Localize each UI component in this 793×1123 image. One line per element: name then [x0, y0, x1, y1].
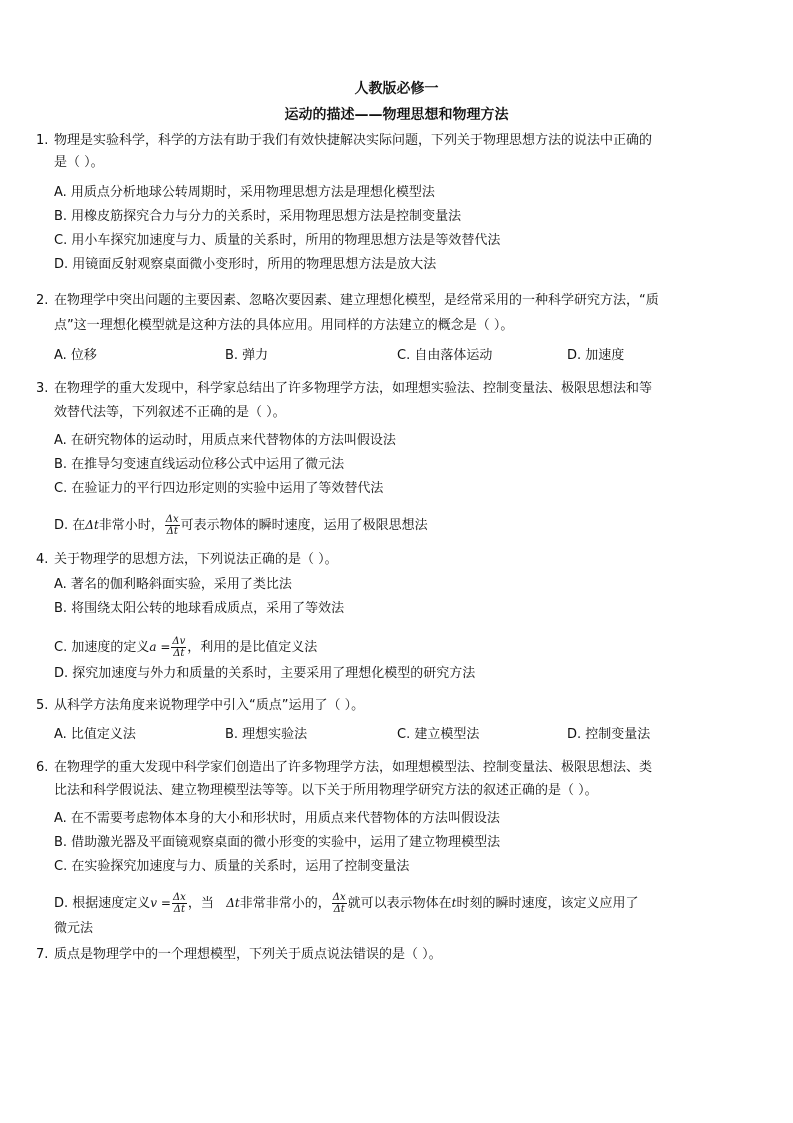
question-5-option-b: B. 理想实验法: [225, 727, 308, 742]
fraction-denominator: Δt: [333, 904, 345, 915]
fraction-numerator: Δx: [165, 514, 179, 525]
option-text: 就可以表示物体在: [347, 896, 452, 911]
question-5-option-d: D. 控制变量法: [567, 727, 651, 742]
question-text: 在物理学的重大发现中，科学家总结出了许多物理学方法，如理想实验法、控制变量法、极限思想法和等: [54, 381, 653, 396]
math-variable: v =: [150, 896, 171, 910]
question-number: 5.: [36, 698, 49, 713]
question-2-option-a: A. 位移: [54, 348, 97, 363]
math-variable: a =: [149, 640, 171, 654]
question-5-option-c: C. 建立模型法: [397, 727, 480, 742]
question-6-option-c: C. 在实验探究加速度与力、质量的关系时，运用了控制变量法: [54, 859, 410, 874]
question-number: 2.: [36, 293, 49, 308]
question-1-option-a: A. 用质点分析地球公转周期时，采用物理思想方法是理想化模型法: [54, 185, 435, 200]
question-2-stem-line-1: [36, 292, 659, 310]
document-subtitle: 运动的描述——物理思想和物理方法: [284, 107, 509, 123]
question-3-stem-line-2: 效替代法等，下列叙述不正确的是（ ）。: [54, 405, 286, 420]
question-text: 在物理学中突出问题的主要因素、忽略次要因素、建立理想化模型，是经常采用的一种科学研究方法，“质: [54, 293, 659, 308]
question-text: 质点是物理学中的一个理想模型，下列关于质点说法错误的是（ ）。: [54, 947, 442, 962]
question-number: 1.: [36, 133, 49, 148]
question-2-option-d: D. 加速度: [567, 348, 625, 363]
option-text: D. 在: [54, 518, 86, 533]
option-text: 可表示物体的瞬时速度，运用了极限思想法: [180, 518, 428, 533]
fraction-dx-dt: [332, 892, 347, 915]
question-number: 4.: [36, 552, 49, 567]
math-delta-t: Δt: [226, 896, 240, 910]
question-2-option-c: C. 自由落体运动: [397, 348, 493, 363]
question-4-option-a: A. 著名的伽利略斜面实验，采用了类比法: [54, 577, 292, 592]
question-1-option-c: C. 用小车探究加速度与力、质量的关系时，所用的物理思想方法是等效替代法: [54, 233, 501, 248]
question-1-stem-line-1: [36, 132, 652, 150]
fraction-dv-dt: [171, 636, 186, 659]
question-6-option-a: A. 在不需要考虑物体本身的大小和形状时，用质点来代替物体的方法叫假设法: [54, 811, 500, 826]
question-6-option-d: [54, 888, 638, 919]
question-6-stem-line-2: 比法和科学假说法、建立物理模型法等等。以下关于所用物理学研究方法的叙述正确的是（ ）。: [54, 783, 598, 798]
option-text: 非常非常小的，: [239, 896, 331, 911]
question-text: 物理是实验科学，科学的方法有助于我们有效快捷解决实际问题，下列关于物理思想方法的说法中正确的: [54, 133, 653, 148]
question-number: 3.: [36, 381, 49, 396]
option-text: ，利用的是比值定义法: [187, 640, 318, 655]
fraction-denominator: Δt: [173, 648, 185, 659]
fraction-denominator: Δt: [173, 904, 185, 915]
question-2-stem-line-2: 点”这一理想化模型就是这种方法的具体应用。用同样的方法建立的概念是（ ）。: [54, 318, 514, 333]
question-text: 在物理学的重大发现中科学家们创造出了许多物理学方法，如理想模型法、控制变量法、极限思想法、类: [54, 760, 653, 775]
question-6-option-b: B. 借助激光器及平面镜观察桌面的微小形变的实验中，运用了建立物理模型法: [54, 835, 501, 850]
question-text: 从科学方法角度来说物理学中引入“质点”运用了（ ）。: [54, 698, 365, 713]
question-5-option-a: A. 比值定义法: [54, 727, 136, 742]
question-1-stem-line-2: 是（ ）。: [54, 155, 104, 170]
option-text: 非常小时，: [98, 518, 164, 533]
math-variable-t: t: [451, 896, 457, 910]
option-text: D. 根据速度定义: [54, 896, 151, 911]
question-1-option-d: D. 用镜面反射观察桌面微小变形时，所用的物理思想方法是放大法: [54, 257, 437, 272]
question-7-stem-line-1: [36, 946, 442, 964]
question-3-option-d: [54, 510, 428, 541]
question-4-stem-line-1: [36, 551, 338, 569]
math-delta-t: Δt: [85, 518, 99, 532]
fraction-numerator: Δx: [332, 892, 346, 903]
question-2-option-b: B. 弹力: [225, 348, 269, 363]
option-text: C. 加速度的定义: [54, 640, 150, 655]
question-3-option-c: C. 在验证力的平行四边形定则的实验中运用了等效替代法: [54, 481, 384, 496]
document-title: 人教版必修一: [354, 81, 439, 97]
question-number: 6.: [36, 760, 49, 775]
question-text: 关于物理学的思想方法，下列说法正确的是（ ）。: [54, 552, 338, 567]
question-3-option-b: B. 在推导匀变速直线运动位移公式中运用了微元法: [54, 457, 345, 472]
fraction-denominator: Δt: [166, 526, 178, 537]
option-text: 时刻的瞬时速度，该定义应用了: [456, 896, 639, 911]
fraction-numerator: Δx: [172, 892, 186, 903]
question-number: 7.: [36, 947, 49, 962]
fraction-numerator: Δv: [172, 636, 186, 647]
question-4-option-d: D. 探究加速度与外力和质量的关系时，主要采用了理想化模型的研究方法: [54, 666, 476, 681]
question-1-option-b: B. 用橡皮筋探究合力与分力的关系时，采用物理思想方法是控制变量法: [54, 209, 462, 224]
question-4-option-c: [54, 632, 317, 663]
option-text: ，当: [187, 896, 214, 911]
fraction-dx-dt: [165, 514, 180, 537]
question-5-stem-line-1: [36, 697, 364, 715]
question-6-option-d-line-2: 微元法: [54, 921, 94, 936]
question-3-stem-line-1: [36, 380, 652, 398]
fraction-dx-dt: [172, 892, 187, 915]
question-4-option-b: B. 将围绕太阳公转的地球看成质点，采用了等效法: [54, 601, 345, 616]
question-6-stem-line-1: [36, 759, 652, 777]
question-3-option-a: A. 在研究物体的运动时，用质点来代替物体的方法叫假设法: [54, 433, 396, 448]
